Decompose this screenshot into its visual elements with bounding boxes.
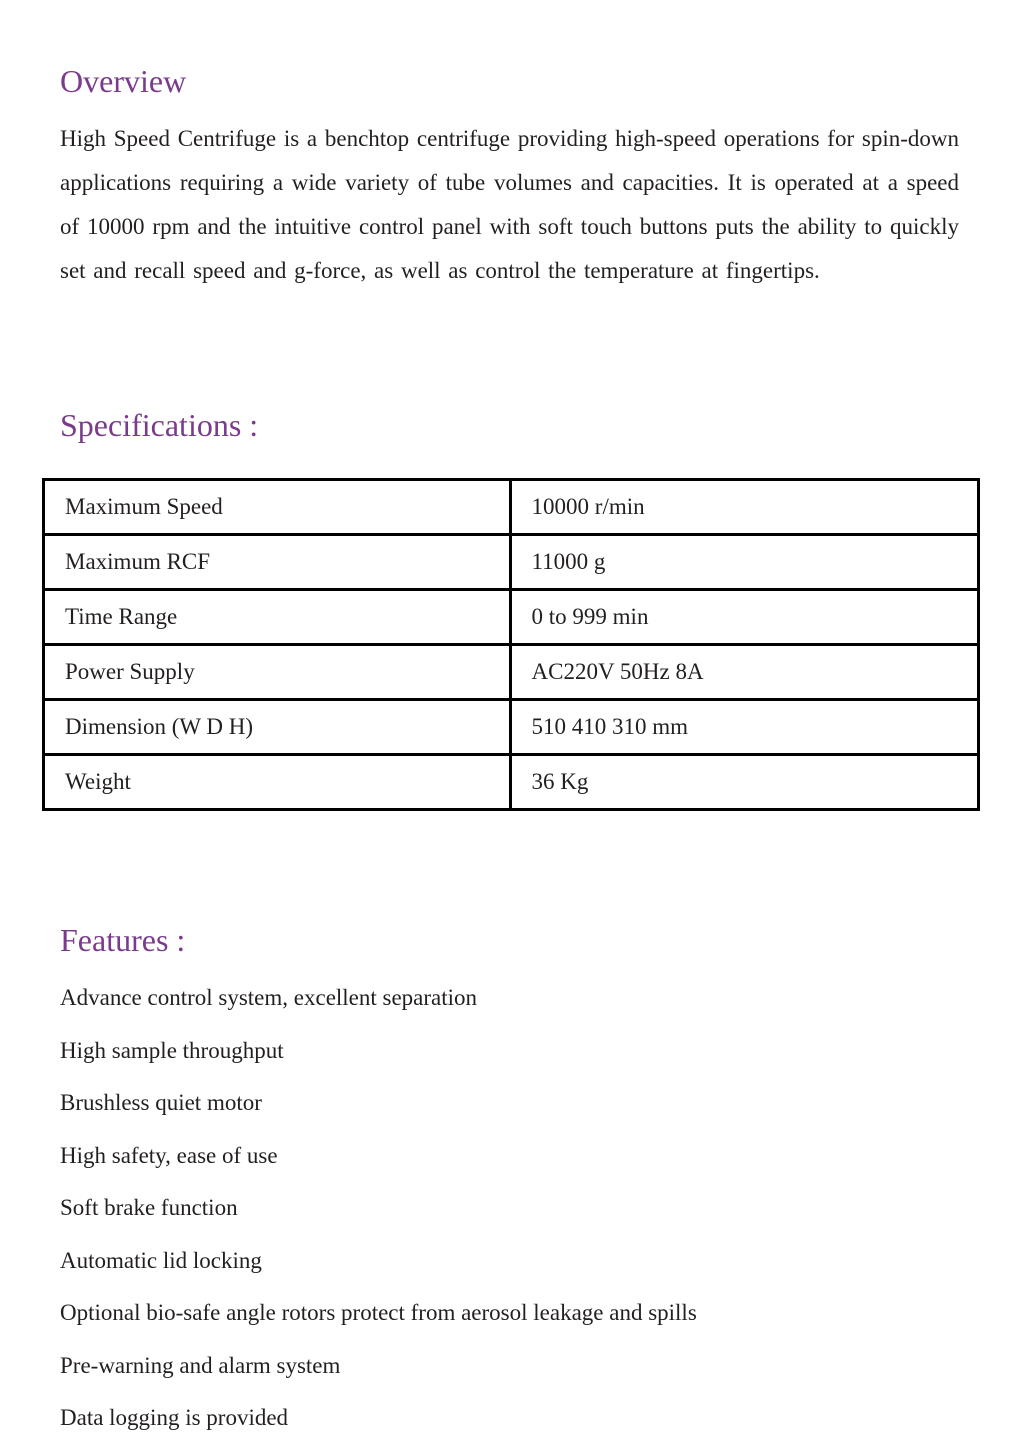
spec-label: Time Range [44,590,511,645]
spec-row-weight [44,755,979,810]
feature-item: Data logging is provided [60,1405,289,1430]
spec-row-dimension [44,700,979,755]
overview-paragraph: High Speed Centrifuge is a benchtop centrifuge providing high-speed operations for spin-down applications requiring a wide variety of tube volumes and capacities. It is operated at a speed of 10000 rpm and the intuitive control panel with soft touch buttons puts the ability to quickly set and recall speed and g-force, as well as control the temperature at fingertips. [60,126,959,283]
feature-item: Soft brake function [60,1195,238,1220]
spec-value: 0 to 999 min [510,590,978,645]
spec-row-maximum-speed [44,480,979,535]
feature-item: Automatic lid locking [60,1247,262,1273]
spec-value: 11000 g [510,535,978,590]
spec-label: Weight [44,755,511,810]
specifications-heading: Specifications : [60,407,259,443]
spec-label: Dimension (W D H) [44,700,511,755]
feature-item: Pre-warning and alarm system [60,1352,341,1378]
spec-value: 510 410 310 mm [510,700,978,755]
spec-row-power-supply [44,645,979,700]
feature-item: Optional bio-safe angle rotors protect from aerosol leakage and spills [60,1300,697,1325]
spec-label: Maximum RCF [44,535,511,590]
feature-item: Brushless quiet motor [60,1090,262,1115]
feature-item: High safety, ease of use [60,1142,278,1168]
spec-label: Maximum Speed [44,480,511,535]
spec-value: 36 Kg [510,755,978,810]
spec-row-maximum-rcf [44,535,979,590]
spec-value: 10000 r/min [510,480,978,535]
features-list [60,977,697,1450]
specifications-table [42,478,980,811]
spec-label: Power Supply [44,645,511,700]
overview-heading: Overview [60,63,187,99]
spec-row-time-range [44,590,979,645]
feature-item: High sample throughput [60,1037,284,1063]
spec-value: AC220V 50Hz 8A [510,645,978,700]
feature-item: Advance control system, excellent separation [60,985,478,1010]
features-heading: Features : [60,922,186,958]
